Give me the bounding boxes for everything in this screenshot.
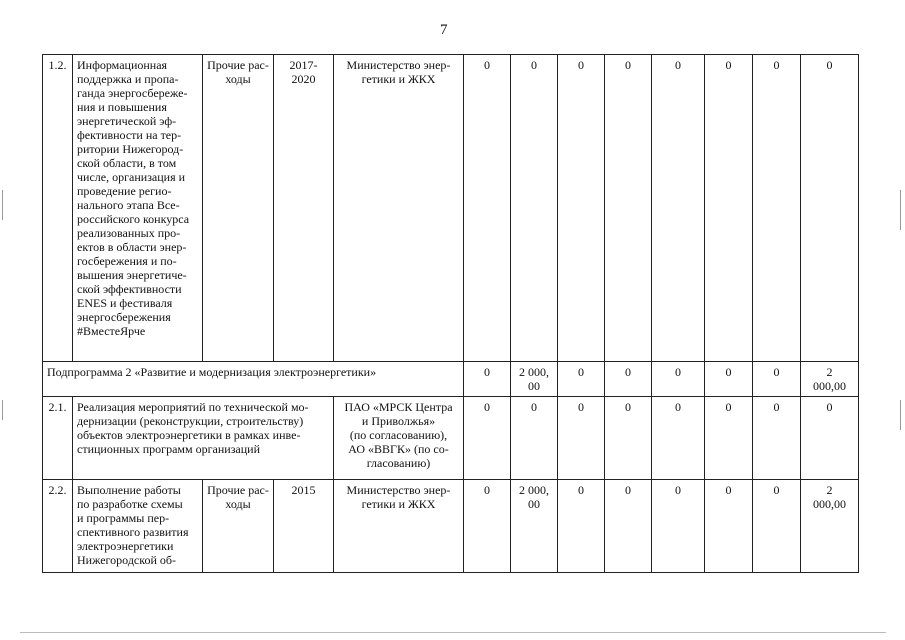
value-cell: 0 bbox=[511, 397, 558, 480]
value-cell: 0 bbox=[558, 55, 605, 362]
value-cell: 0 bbox=[801, 55, 859, 362]
value-cell: 2 000, 00 bbox=[511, 480, 558, 573]
value-cell: 0 bbox=[753, 397, 801, 480]
value-cell: 0 bbox=[464, 362, 511, 397]
value-cell: 0 bbox=[652, 362, 705, 397]
value-cell: 0 bbox=[605, 55, 652, 362]
table-row bbox=[43, 55, 859, 362]
value-cell: 2 000,00 bbox=[801, 362, 859, 397]
value-cell: 0 bbox=[605, 362, 652, 397]
scan-edge-mark bbox=[2, 190, 3, 220]
value-cell: 0 bbox=[558, 480, 605, 573]
value-cell: 0 bbox=[464, 55, 511, 362]
value-cell: 0 bbox=[705, 362, 753, 397]
executor: ПАО «МРСК Центра и Приволжья» (по согласованию), АО «ВВГК» (по со- гласованию) bbox=[334, 397, 464, 480]
expense-type: Прочие рас- ходы bbox=[203, 480, 274, 573]
table-row bbox=[43, 397, 859, 480]
table-row-subprogram bbox=[43, 362, 859, 397]
scan-edge-mark bbox=[900, 400, 901, 430]
program-table bbox=[42, 54, 859, 573]
page-number: 7 bbox=[440, 22, 448, 38]
value-cell: 0 bbox=[464, 480, 511, 573]
value-cell: 0 bbox=[753, 480, 801, 573]
value-cell: 2 000,00 bbox=[801, 480, 859, 573]
value-cell: 0 bbox=[652, 397, 705, 480]
executor: Министерство энер- гетики и ЖКХ bbox=[334, 55, 464, 362]
value-cell: 0 bbox=[652, 55, 705, 362]
expense-type: Прочие рас- ходы bbox=[203, 55, 274, 362]
period-years: 2015 bbox=[274, 480, 334, 573]
value-cell: 0 bbox=[753, 55, 801, 362]
period-years: 2017- 2020 bbox=[274, 55, 334, 362]
value-cell: 0 bbox=[464, 397, 511, 480]
value-cell: 0 bbox=[801, 397, 859, 480]
value-cell: 0 bbox=[705, 480, 753, 573]
row-number: 1.2. bbox=[43, 55, 73, 362]
measure-description: Реализация мероприятий по технической мо- дернизации (реконструкции, строительству) объектов электроэнергетики в рамках инве- стиционных программ организаций bbox=[73, 397, 334, 480]
table-row bbox=[43, 480, 859, 573]
measure-description: Информационная поддержка и пропа- ганда энергосбереже- ния и повышения энергетической эф- фективности на тер- ритории Нижегород- ской области, в том числе, организация и проведение регио- нального этапа Все- российского конкурса реализованных про- ектов в области энер- госбережения и по- вышения энергетиче- ской эффективности ENES и фестиваля энергосбережения #ВместеЯрче bbox=[73, 55, 203, 362]
value-cell: 0 bbox=[605, 480, 652, 573]
scan-bottom-line bbox=[20, 632, 886, 633]
row-number: 2.2. bbox=[43, 480, 73, 573]
value-cell: 0 bbox=[558, 397, 605, 480]
value-cell: 0 bbox=[705, 397, 753, 480]
scan-edge-mark bbox=[2, 400, 3, 420]
value-cell: 2 000, 00 bbox=[511, 362, 558, 397]
scan-edge-mark bbox=[900, 190, 901, 230]
value-cell: 0 bbox=[753, 362, 801, 397]
value-cell: 0 bbox=[652, 480, 705, 573]
value-cell: 0 bbox=[511, 55, 558, 362]
measure-description: Выполнение работы по разработке схемы и программы пер- спективного развития электроэнергетики Нижегородской об- bbox=[73, 480, 203, 573]
subprogram-title: Подпрограмма 2 «Развитие и модернизация электроэнергетики» bbox=[43, 362, 464, 397]
value-cell: 0 bbox=[558, 362, 605, 397]
executor: Министерство энер- гетики и ЖКХ bbox=[334, 480, 464, 573]
row-number: 2.1. bbox=[43, 397, 73, 480]
value-cell: 0 bbox=[605, 397, 652, 480]
value-cell: 0 bbox=[705, 55, 753, 362]
